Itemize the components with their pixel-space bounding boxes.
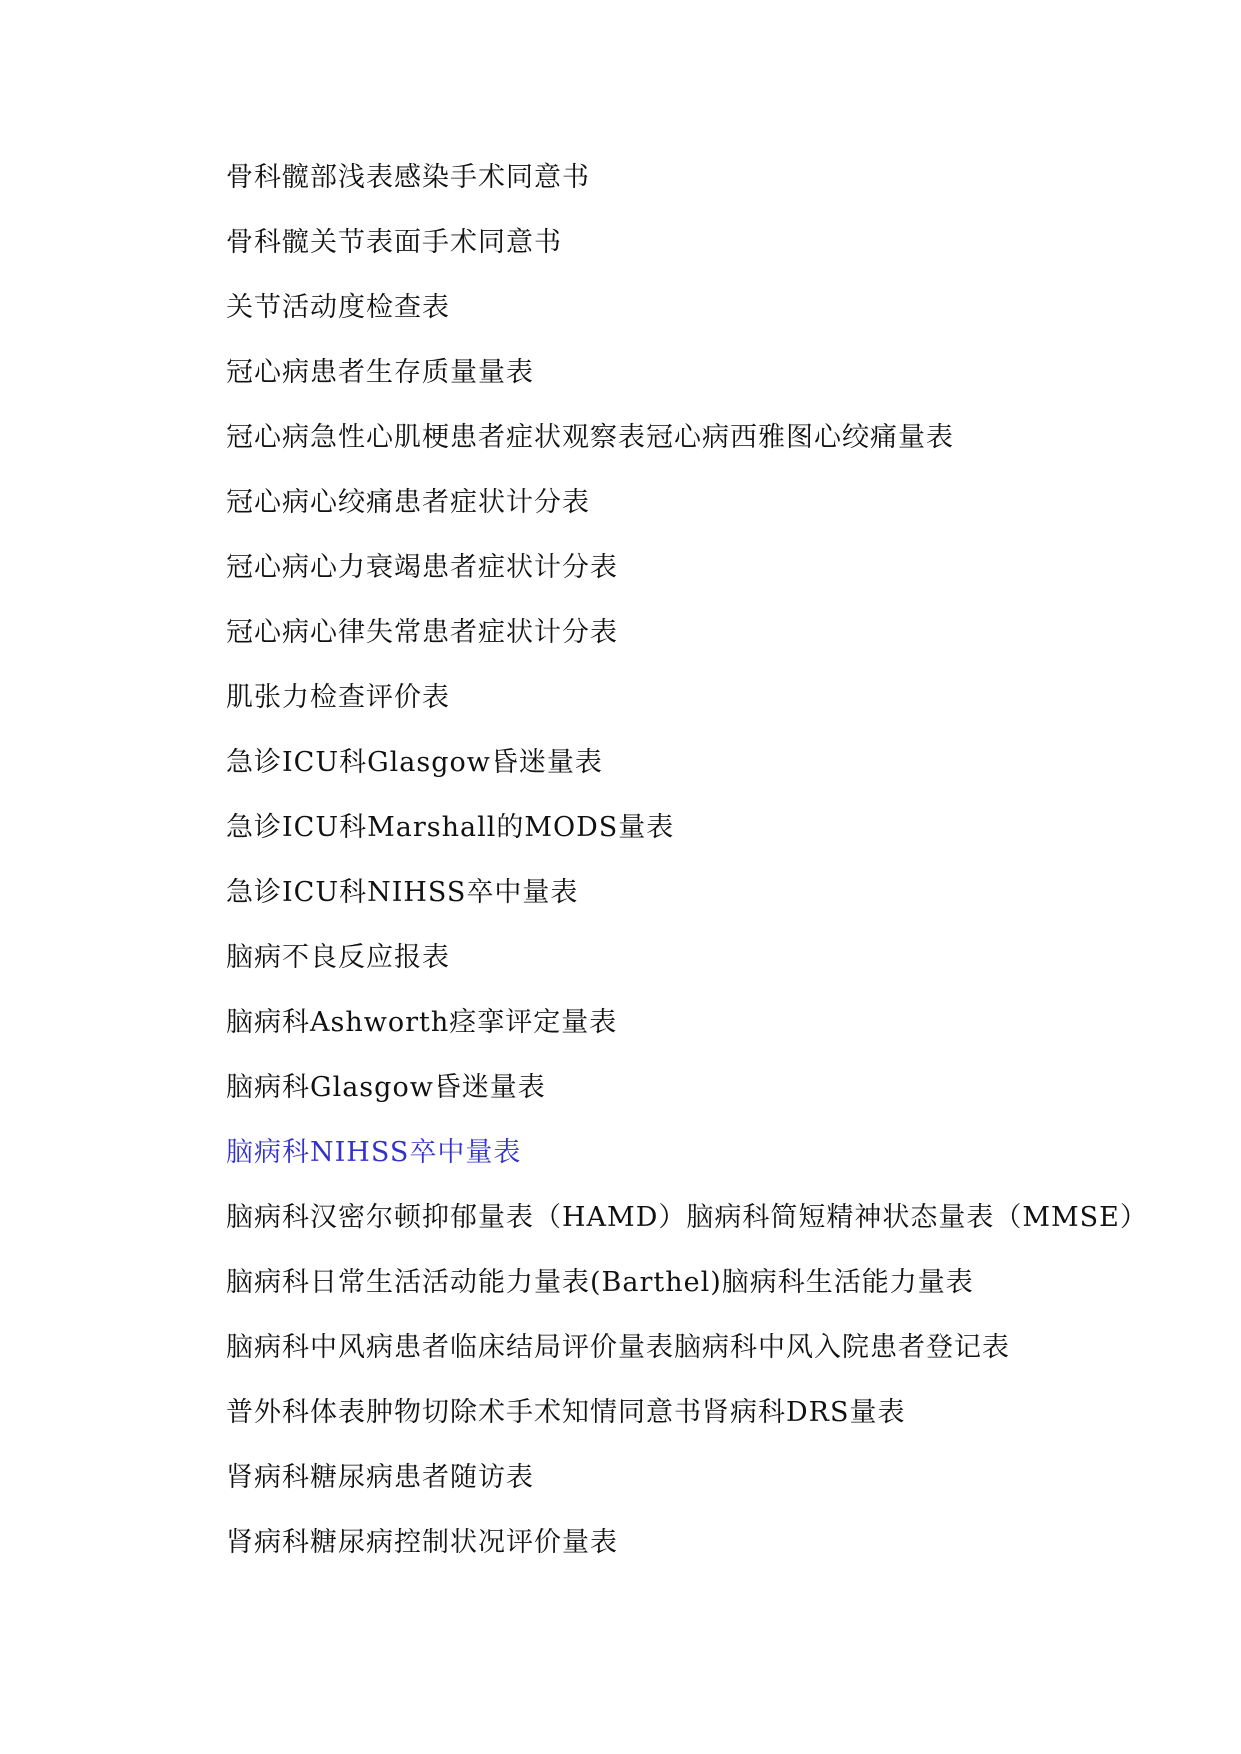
document-item-8: 肌张力检查评价表	[226, 682, 450, 713]
document-item-16: 脑病科汉密尔顿抑郁量表（HAMD）脑病科简短精神状态量表（MMSE）	[226, 1202, 1148, 1233]
document-item-7: 冠心病心律失常患者症状计分表	[226, 617, 618, 648]
document-item-2: 关节活动度检查表	[226, 292, 450, 323]
document-item-13: 脑病科Ashworth痉挛评定量表	[226, 1007, 618, 1038]
document-item-14: 脑病科Glasgow昏迷量表	[226, 1072, 546, 1103]
document-item-10: 急诊ICU科Marshall的MODS量表	[226, 812, 675, 843]
document-item-20: 肾病科糖尿病患者随访表	[226, 1462, 534, 1493]
document-item-21: 肾病科糖尿病控制状况评价量表	[226, 1527, 618, 1558]
document-item-9: 急诊ICU科Glasgow昏迷量表	[226, 747, 603, 778]
document-item-11: 急诊ICU科NIHSS卒中量表	[226, 877, 579, 908]
document-item-18: 脑病科中风病患者临床结局评价量表脑病科中风入院患者登记表	[226, 1332, 1010, 1363]
document-item-12: 脑病不良反应报表	[226, 942, 450, 973]
document-item-19: 普外科体表肿物切除术手术知情同意书肾病科DRS量表	[226, 1397, 906, 1428]
document-item-0: 骨科髋部浅表感染手术同意书	[226, 162, 590, 193]
document-item-5: 冠心病心绞痛患者症状计分表	[226, 487, 590, 518]
document-item-3: 冠心病患者生存质量量表	[226, 357, 534, 388]
document-link-nihss[interactable]: 脑病科NIHSS卒中量表	[226, 1137, 522, 1168]
document-item-1: 骨科髋关节表面手术同意书	[226, 227, 562, 258]
document-item-17: 脑病科日常生活活动能力量表(Barthel)脑病科生活能力量表	[226, 1267, 974, 1298]
document-list	[226, 160, 1186, 1590]
document-item-4: 冠心病急性心肌梗患者症状观察表冠心病西雅图心绞痛量表	[226, 422, 954, 453]
document-item-6: 冠心病心力衰竭患者症状计分表	[226, 552, 618, 583]
